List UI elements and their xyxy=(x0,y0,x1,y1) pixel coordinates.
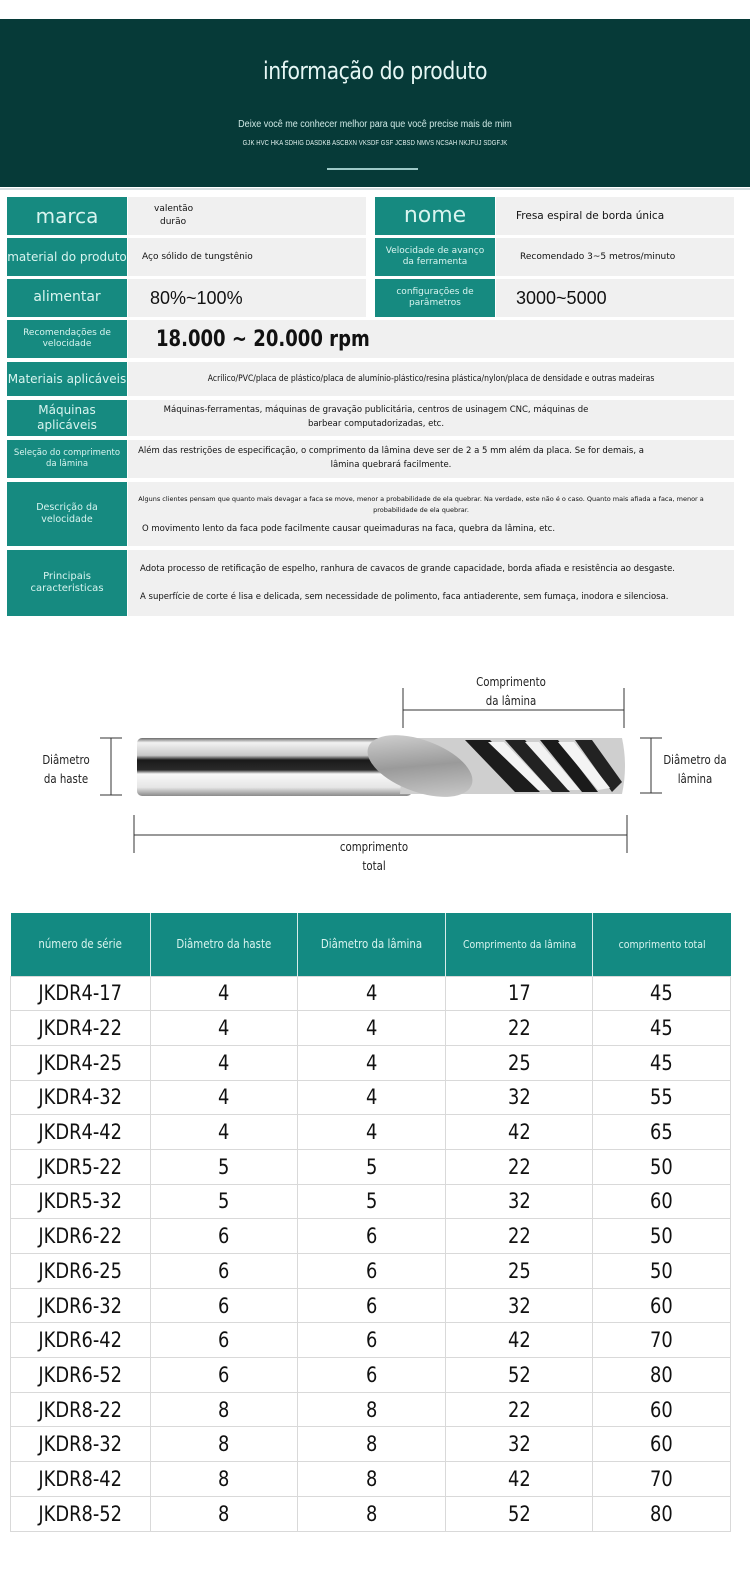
shank-diameter-cell xyxy=(150,1254,297,1289)
shank-diameter-cell xyxy=(150,1080,297,1115)
total-length-cell xyxy=(593,1496,731,1531)
cell-text: 22 xyxy=(507,1397,531,1422)
serial-cell xyxy=(11,1080,151,1115)
cell-text: 17 xyxy=(507,981,531,1006)
cell-text: 60 xyxy=(650,1397,673,1422)
speed-desc-text-1: Alguns clientes pensam que quanto mais devagar a faca se move, menor a probabilidade de ela quebrar. Na verdade, este não é o caso. Quanto mais afiada a faca, menor a probabilidade de ela quebrar. xyxy=(138,494,704,514)
spec-label-speed-rec xyxy=(7,320,127,358)
table-row xyxy=(11,1045,731,1080)
cell-text: 22 xyxy=(507,1016,531,1041)
blade-diameter-cell xyxy=(297,1462,446,1497)
total-length-cell xyxy=(593,1462,731,1497)
blade-diameter-cell xyxy=(297,1254,446,1289)
cell-text: 4 xyxy=(365,1120,378,1145)
cell-text: 32 xyxy=(507,1432,531,1457)
banner-divider xyxy=(327,168,418,170)
column-header-blade-length xyxy=(446,913,593,976)
cell-text: 6 xyxy=(218,1362,230,1387)
cell-text: JKDR5-22 xyxy=(38,1154,123,1179)
spec-label-text: Máquinas aplicáveis xyxy=(37,403,97,432)
cell-text: 6 xyxy=(365,1328,378,1353)
spec-value-speed-desc xyxy=(128,482,734,546)
total-length-cell xyxy=(593,1045,731,1080)
spec-value-text: 3000~5000 xyxy=(516,287,607,308)
spec-value-material xyxy=(128,238,366,276)
cell-text: 4 xyxy=(365,1050,378,1075)
cell-text: 65 xyxy=(650,1120,673,1145)
spec-value-params xyxy=(496,279,734,317)
cell-text: 8 xyxy=(218,1432,230,1457)
table-row xyxy=(11,1358,731,1393)
total-length-cell xyxy=(593,976,731,1011)
spec-value-text: Aço sólido de tungstênio xyxy=(142,252,253,262)
shank-diameter-cell xyxy=(150,1149,297,1184)
speed-desc-text-2: O movimento lento da faca pode facilmente causar queimaduras na faca, quebra da lâmina, etc. xyxy=(142,524,556,535)
shank-diameter-cell xyxy=(150,1288,297,1323)
end-mill-diagram xyxy=(0,660,750,890)
table-body xyxy=(11,976,731,1531)
blade-diameter-cell xyxy=(297,1323,446,1358)
spec-value-text: 18.000 ~ 20.000 rpm xyxy=(156,326,370,352)
column-header-serial xyxy=(11,913,151,976)
cell-text: 8 xyxy=(365,1397,378,1422)
cell-text: 32 xyxy=(507,1293,531,1318)
blade-diameter-cell xyxy=(297,1392,446,1427)
spec-value-text: Fresa espiral de borda única xyxy=(516,210,665,222)
blade-diameter-cell xyxy=(297,1011,446,1046)
cell-text: 22 xyxy=(507,1224,531,1249)
cell-text: JKDR4-17 xyxy=(38,981,123,1006)
serial-cell xyxy=(11,1045,151,1080)
cell-text: 50 xyxy=(650,1154,673,1179)
blade-length-cell xyxy=(446,1392,593,1427)
cell-text: JKDR6-25 xyxy=(38,1258,123,1283)
spec-label-text: configurações de parâmetros xyxy=(396,286,474,308)
product-info-banner xyxy=(0,19,750,187)
column-header-total-length xyxy=(593,913,731,976)
spec-label-text: alimentar xyxy=(33,289,101,306)
spec-label-text: marca xyxy=(35,203,99,228)
total-length-cell xyxy=(593,1011,731,1046)
cell-text: 8 xyxy=(218,1466,230,1491)
table-row xyxy=(11,1184,731,1219)
spec-label-text: Recomendações de velocidade xyxy=(23,327,111,349)
blade-diameter-cell xyxy=(297,1115,446,1150)
spec-label-brand xyxy=(7,197,127,235)
cell-text: 50 xyxy=(650,1224,673,1249)
cell-text: 60 xyxy=(650,1432,673,1457)
blade-diameter-cell xyxy=(297,1045,446,1080)
table-row xyxy=(11,1080,731,1115)
cell-text: 32 xyxy=(507,1189,531,1214)
cell-text: 4 xyxy=(218,1016,230,1041)
cell-text: 8 xyxy=(218,1397,230,1422)
shank-diameter-cell xyxy=(150,1392,297,1427)
cell-text: 8 xyxy=(218,1501,230,1526)
blade-diameter-cell xyxy=(297,1149,446,1184)
cell-text: 42 xyxy=(507,1328,531,1353)
shank-diameter-cell xyxy=(150,1045,297,1080)
cell-text: 45 xyxy=(650,1050,673,1075)
spec-label-text: Materiais aplicáveis xyxy=(7,371,127,386)
cell-text: JKDR6-32 xyxy=(38,1293,123,1318)
cell-text: 52 xyxy=(507,1501,531,1526)
cell-text: 80 xyxy=(650,1362,673,1387)
spec-value-machines xyxy=(128,400,734,436)
header-text: número de série xyxy=(38,936,122,951)
spec-label-name xyxy=(375,197,495,235)
total-length-cell xyxy=(593,1219,731,1254)
shank-diameter-cell xyxy=(150,1115,297,1150)
total-length-cell xyxy=(593,1427,731,1462)
banner-title: informação do produto xyxy=(262,57,488,85)
cell-text: JKDR6-42 xyxy=(38,1328,123,1353)
cell-text: 60 xyxy=(650,1293,673,1318)
blade-length-cell xyxy=(446,1011,593,1046)
spec-label-materials xyxy=(7,362,127,396)
blade-length-cell xyxy=(446,1254,593,1289)
spec-label-blade-length xyxy=(7,440,127,478)
cell-text: 52 xyxy=(507,1362,531,1387)
spec-value-feed-speed xyxy=(496,238,734,276)
header-text: Comprimento da lâmina xyxy=(462,937,576,951)
feature-text-2: A superfície de corte é lisa e delicada, sem necessidade de polimento, faca antiaderente, sem fumaça, inodora e silenciosa. xyxy=(140,592,669,602)
serial-cell xyxy=(11,1392,151,1427)
total-length-cell xyxy=(593,1392,731,1427)
spec-label-text: Seleção do comprimento da lâmina xyxy=(13,448,121,469)
table-row xyxy=(11,1392,731,1427)
cell-text: 5 xyxy=(218,1154,230,1179)
serial-cell xyxy=(11,1011,151,1046)
cell-text: JKDR8-42 xyxy=(38,1466,123,1491)
spec-label-machines xyxy=(7,400,127,436)
serial-cell xyxy=(11,976,151,1011)
spec-value-brand xyxy=(128,197,366,235)
spec-label-material xyxy=(7,238,127,276)
cell-text: 32 xyxy=(507,1085,531,1110)
spec-label-text: Descrição da velocidade xyxy=(36,502,98,525)
cell-text: 55 xyxy=(650,1085,673,1110)
column-header-shank-diameter xyxy=(150,913,297,976)
spec-label-text: Principais caracteristicas xyxy=(30,570,104,594)
cell-text: 5 xyxy=(365,1154,378,1179)
serial-cell xyxy=(11,1115,151,1150)
spec-label-text: nome xyxy=(403,203,467,229)
blade-length-cell xyxy=(446,1427,593,1462)
table-header-row xyxy=(11,913,731,976)
total-length-label: comprimento total xyxy=(339,840,409,873)
banner-subtitle: Deixe você me conhecer melhor para que você precise mais de mim xyxy=(238,119,512,130)
total-length-cell xyxy=(593,1288,731,1323)
table-row xyxy=(11,1011,731,1046)
cell-text: JKDR5-32 xyxy=(38,1189,123,1214)
blade-diameter-cell xyxy=(297,1184,446,1219)
total-length-cell xyxy=(593,1358,731,1393)
cell-text: JKDR8-52 xyxy=(38,1501,123,1526)
shank-diameter-cell xyxy=(150,1496,297,1531)
cell-text: 4 xyxy=(218,1085,230,1110)
blade-length-label: Comprimento da lâmina xyxy=(476,675,546,708)
cell-text: JKDR8-32 xyxy=(38,1432,123,1457)
blade-diameter-cell xyxy=(297,1358,446,1393)
spec-value-materials xyxy=(128,362,734,396)
cell-text: 6 xyxy=(218,1328,230,1353)
blade-length-cell xyxy=(446,1080,593,1115)
spec-table xyxy=(10,913,731,1532)
spec-label-text: Velocidade de avanço da ferramenta xyxy=(385,245,485,267)
serial-cell xyxy=(11,1427,151,1462)
spec-value-text: Acrílico/PVC/placa de plástico/placa de alumínio-plástico/resina plástica/nylon/placa de densidade e outras madeiras xyxy=(207,374,655,384)
spec-label-feed-speed xyxy=(375,238,495,276)
shank-diameter-cell xyxy=(150,1219,297,1254)
spec-value-speed-rec xyxy=(128,320,734,358)
blade-length-cell xyxy=(446,1496,593,1531)
cell-text: JKDR6-52 xyxy=(38,1362,123,1387)
table-row xyxy=(11,1115,731,1150)
table-row xyxy=(11,976,731,1011)
header-text: comprimento total xyxy=(618,937,706,951)
cell-text: 6 xyxy=(365,1362,378,1387)
cell-text: 5 xyxy=(218,1189,230,1214)
serial-cell xyxy=(11,1496,151,1531)
cell-text: 6 xyxy=(365,1224,378,1249)
shank-diameter-cell xyxy=(150,1427,297,1462)
cell-text: 8 xyxy=(365,1466,378,1491)
table-row xyxy=(11,1462,731,1497)
cell-text: 70 xyxy=(650,1466,673,1491)
serial-cell xyxy=(11,1219,151,1254)
cell-text: JKDR4-42 xyxy=(38,1120,123,1145)
blade-length-cell xyxy=(446,1184,593,1219)
total-length-cell xyxy=(593,1323,731,1358)
cell-text: 45 xyxy=(650,981,673,1006)
spec-value-text: Recomendado 3~5 metros/minuto xyxy=(520,252,676,262)
total-length-cell xyxy=(593,1184,731,1219)
shank-diameter-cell xyxy=(150,976,297,1011)
banner-codes: GJK HVC HKA SDHIG DASDKB ASCBXN VKSDF GSF JCBSD NMVS NCSAH NKJFUJ SDGFJK xyxy=(242,140,508,147)
spec-value-text: Além das restrições de especificação, o comprimento da lâmina deve ser de 2 a 5 mm além da placa. Se for demais, a lâmina quebrará facilmente. xyxy=(138,446,644,470)
cell-text: 22 xyxy=(507,1154,531,1179)
spec-value-power xyxy=(128,279,366,317)
header-text: Diâmetro da haste xyxy=(176,936,272,951)
blade-length-cell xyxy=(446,976,593,1011)
shank-diameter-label: Diâmetro da haste xyxy=(42,753,90,786)
cell-text: 6 xyxy=(218,1224,230,1249)
cell-text: 4 xyxy=(218,981,230,1006)
cell-text: 6 xyxy=(218,1293,230,1318)
table-row xyxy=(11,1496,731,1531)
cell-text: 4 xyxy=(365,1016,378,1041)
spec-value-blade-length xyxy=(128,440,734,478)
column-header-blade-diameter xyxy=(297,913,446,976)
table-row xyxy=(11,1219,731,1254)
shank-diameter-cell xyxy=(150,1462,297,1497)
header-text: Diâmetro da lâmina xyxy=(320,936,423,951)
blade-length-cell xyxy=(446,1045,593,1080)
cell-text: 4 xyxy=(218,1050,230,1075)
cell-text: 25 xyxy=(507,1050,531,1075)
blade-length-cell xyxy=(446,1323,593,1358)
spec-value-text: 80%~100% xyxy=(150,287,243,308)
brand-line-1: valentão xyxy=(154,203,194,214)
blade-diameter-label: Diâmetro da lâmina xyxy=(663,753,727,786)
blade-diameter-cell xyxy=(297,1219,446,1254)
feature-text-1: Adota processo de retificação de espelho, ranhura de cavacos de grande capacidade, borda afiada e resistência ao desgaste. xyxy=(140,563,675,574)
cell-text: 4 xyxy=(365,1085,378,1110)
serial-cell xyxy=(11,1288,151,1323)
serial-cell xyxy=(11,1149,151,1184)
shank-diameter-cell xyxy=(150,1184,297,1219)
spec-label-params xyxy=(375,279,495,317)
blade-length-cell xyxy=(446,1288,593,1323)
shank-diameter-cell xyxy=(150,1358,297,1393)
section-divider xyxy=(0,188,750,190)
spec-label-speed-desc xyxy=(7,482,127,546)
cell-text: 70 xyxy=(650,1328,673,1353)
cell-text: 80 xyxy=(650,1501,673,1526)
serial-cell xyxy=(11,1184,151,1219)
cell-text: JKDR4-32 xyxy=(38,1085,123,1110)
table-row xyxy=(11,1427,731,1462)
tool-flute-cut xyxy=(359,723,480,809)
blade-length-cell xyxy=(446,1462,593,1497)
cell-text: JKDR4-22 xyxy=(38,1016,123,1041)
cell-text: 5 xyxy=(365,1189,378,1214)
cell-text: 6 xyxy=(365,1293,378,1318)
spec-label-text: material do produto xyxy=(7,249,127,264)
table-row xyxy=(11,1254,731,1289)
brand-line-2: durão xyxy=(160,217,187,227)
cell-text: 42 xyxy=(507,1466,531,1491)
serial-cell xyxy=(11,1462,151,1497)
blade-diameter-cell xyxy=(297,1080,446,1115)
blade-diameter-cell xyxy=(297,1427,446,1462)
shank-diameter-cell xyxy=(150,1323,297,1358)
serial-cell xyxy=(11,1254,151,1289)
spec-label-features xyxy=(7,550,127,616)
spec-value-name xyxy=(496,197,734,235)
blade-diameter-cell xyxy=(297,1496,446,1531)
blade-diameter-cell xyxy=(297,976,446,1011)
total-length-cell xyxy=(593,1115,731,1150)
cell-text: JKDR6-22 xyxy=(38,1224,123,1249)
table-row xyxy=(11,1149,731,1184)
cell-text: 8 xyxy=(365,1432,378,1457)
shank-diameter-cell xyxy=(150,1011,297,1046)
spec-label-power xyxy=(7,279,127,317)
serial-cell xyxy=(11,1323,151,1358)
cell-text: 25 xyxy=(507,1258,531,1283)
blade-length-cell xyxy=(446,1358,593,1393)
cell-text: JKDR4-25 xyxy=(38,1050,123,1075)
cell-text: 45 xyxy=(650,1016,673,1041)
blade-length-cell xyxy=(446,1115,593,1150)
cell-text: JKDR8-22 xyxy=(38,1397,123,1422)
cell-text: 6 xyxy=(218,1258,230,1283)
total-length-cell xyxy=(593,1254,731,1289)
total-length-cell xyxy=(593,1080,731,1115)
cell-text: 6 xyxy=(365,1258,378,1283)
cell-text: 42 xyxy=(507,1120,531,1145)
cell-text: 8 xyxy=(365,1501,378,1526)
blade-diameter-cell xyxy=(297,1288,446,1323)
spec-value-text: Máquinas-ferramentas, máquinas de gravação publicitária, centros de usinagem CNC, máquinas de barbear computadorizadas, etc. xyxy=(163,405,589,429)
blade-length-cell xyxy=(446,1149,593,1184)
spec-value-features xyxy=(128,550,734,616)
cell-text: 4 xyxy=(365,981,378,1006)
cell-text: 50 xyxy=(650,1258,673,1283)
table-row xyxy=(11,1323,731,1358)
serial-cell xyxy=(11,1358,151,1393)
blade-length-cell xyxy=(446,1219,593,1254)
table-row xyxy=(11,1288,731,1323)
cell-text: 60 xyxy=(650,1189,673,1214)
total-length-cell xyxy=(593,1149,731,1184)
cell-text: 4 xyxy=(218,1120,230,1145)
